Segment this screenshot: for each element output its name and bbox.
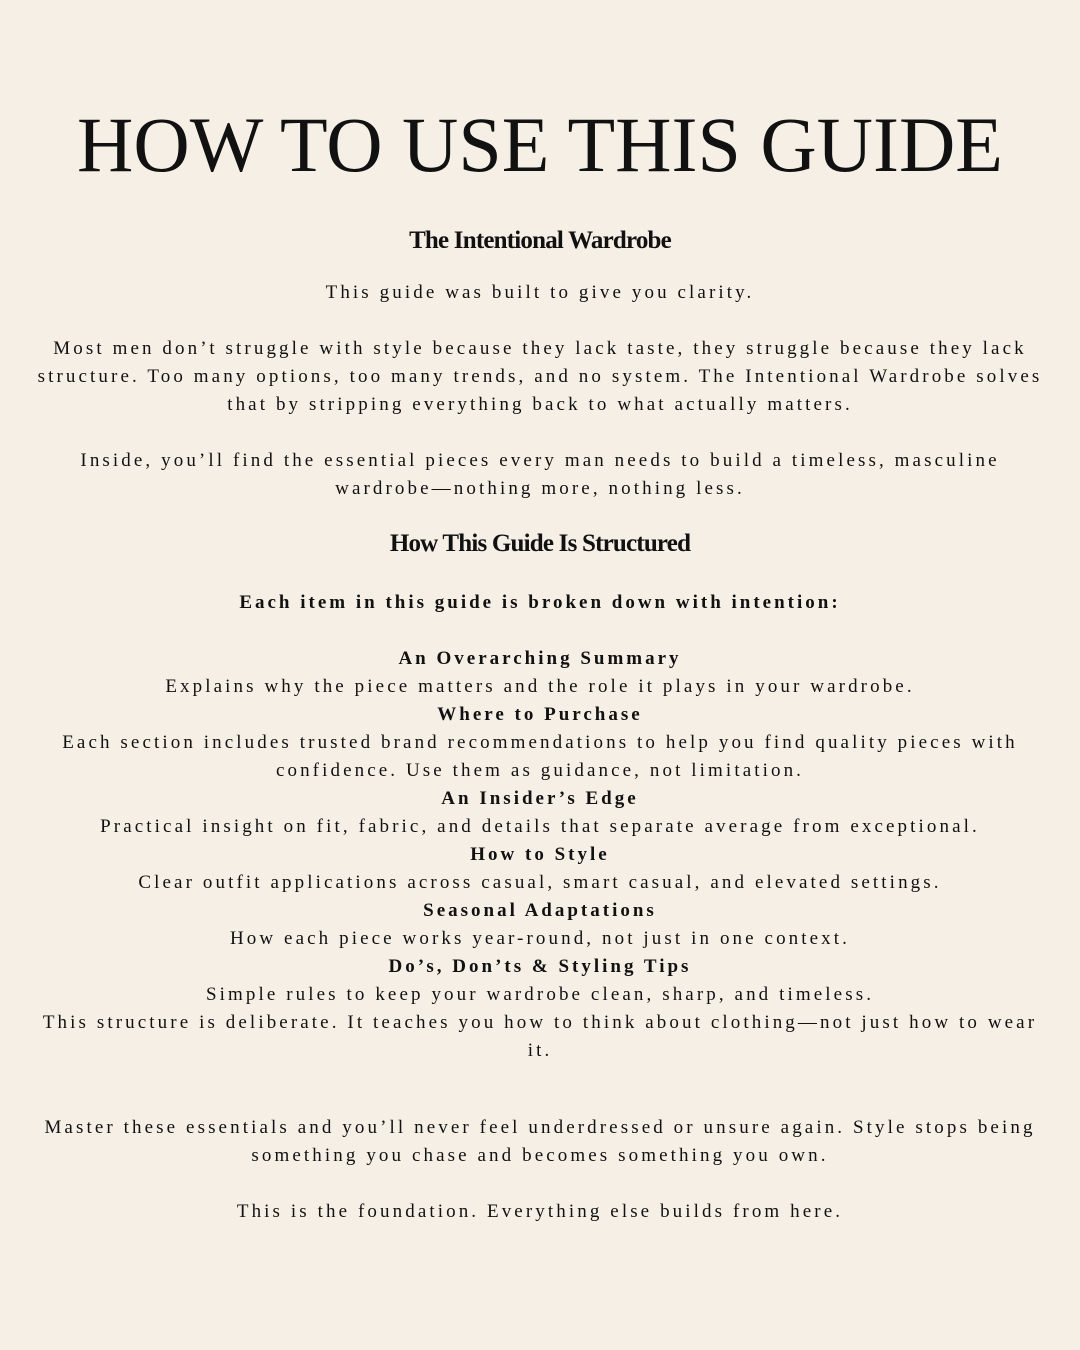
feature-title: Seasonal Adaptations (423, 900, 657, 921)
feature-item-where-to-purchase (36, 701, 1044, 785)
intro-paragraph-2: Most men don’t struggle with style because they lack taste, they struggle because they lack structure. Too many options, too many trends, and no system. The Intentional Wardrobe solves that by stripping everything back to what actually matters. (37, 338, 1043, 415)
structure-lead: Each item in this guide is broken down with intention: (239, 592, 841, 613)
feature-item-summary (36, 645, 1044, 701)
structure-note: This structure is deliberate. It teaches you how to think about clothing—not just how to wear it. (42, 1012, 1038, 1061)
feature-description: Explains why the piece matters and the role it plays in your wardrobe. (165, 676, 915, 697)
intro-paragraph-1: This guide was built to give you clarity. (325, 282, 755, 303)
feature-description: Clear outfit applications across casual, smart casual, and elevated settings. (138, 872, 942, 893)
feature-item-insiders-edge (36, 785, 1044, 841)
feature-item-seasonal-adaptations (36, 897, 1044, 953)
feature-title: An Insider’s Edge (441, 788, 639, 809)
closing-final-line: This is the foundation. Everything else builds from here. (236, 1201, 844, 1222)
structure-heading: How This Guide Is Structured (389, 530, 691, 557)
feature-title: How to Style (470, 844, 610, 865)
feature-description: Each section includes trusted brand recommendations to help you find quality pieces with confidence. Use them as guidance, not limitation. (62, 732, 1018, 781)
feature-description: Practical insight on fit, fabric, and details that separate average from exceptional. (100, 816, 980, 837)
feature-description: How each piece works year-round, not just in one context. (229, 928, 851, 949)
feature-item-how-to-style (36, 841, 1044, 897)
closing-paragraph: Master these essentials and you’ll never feel underdressed or unsure again. Style stops being something you chase and becomes something you own. (44, 1117, 1036, 1166)
feature-title: Do’s, Don’ts & Styling Tips (388, 956, 692, 977)
page-title: HOW TO USE THIS GUIDE (77, 101, 1003, 188)
feature-description: Simple rules to keep your wardrobe clean, sharp, and timeless. (205, 984, 875, 1005)
feature-title: Where to Purchase (437, 704, 643, 725)
intro-heading: The Intentional Wardrobe (409, 227, 671, 254)
feature-title: An Overarching Summary (398, 648, 682, 669)
intro-paragraph-3: Inside, you’ll find the essential pieces every man needs to build a timeless, masculine wardrobe—nothing more, nothing less. (80, 450, 1000, 499)
feature-list (36, 645, 1044, 1065)
feature-item-dos-donts (36, 953, 1044, 1009)
